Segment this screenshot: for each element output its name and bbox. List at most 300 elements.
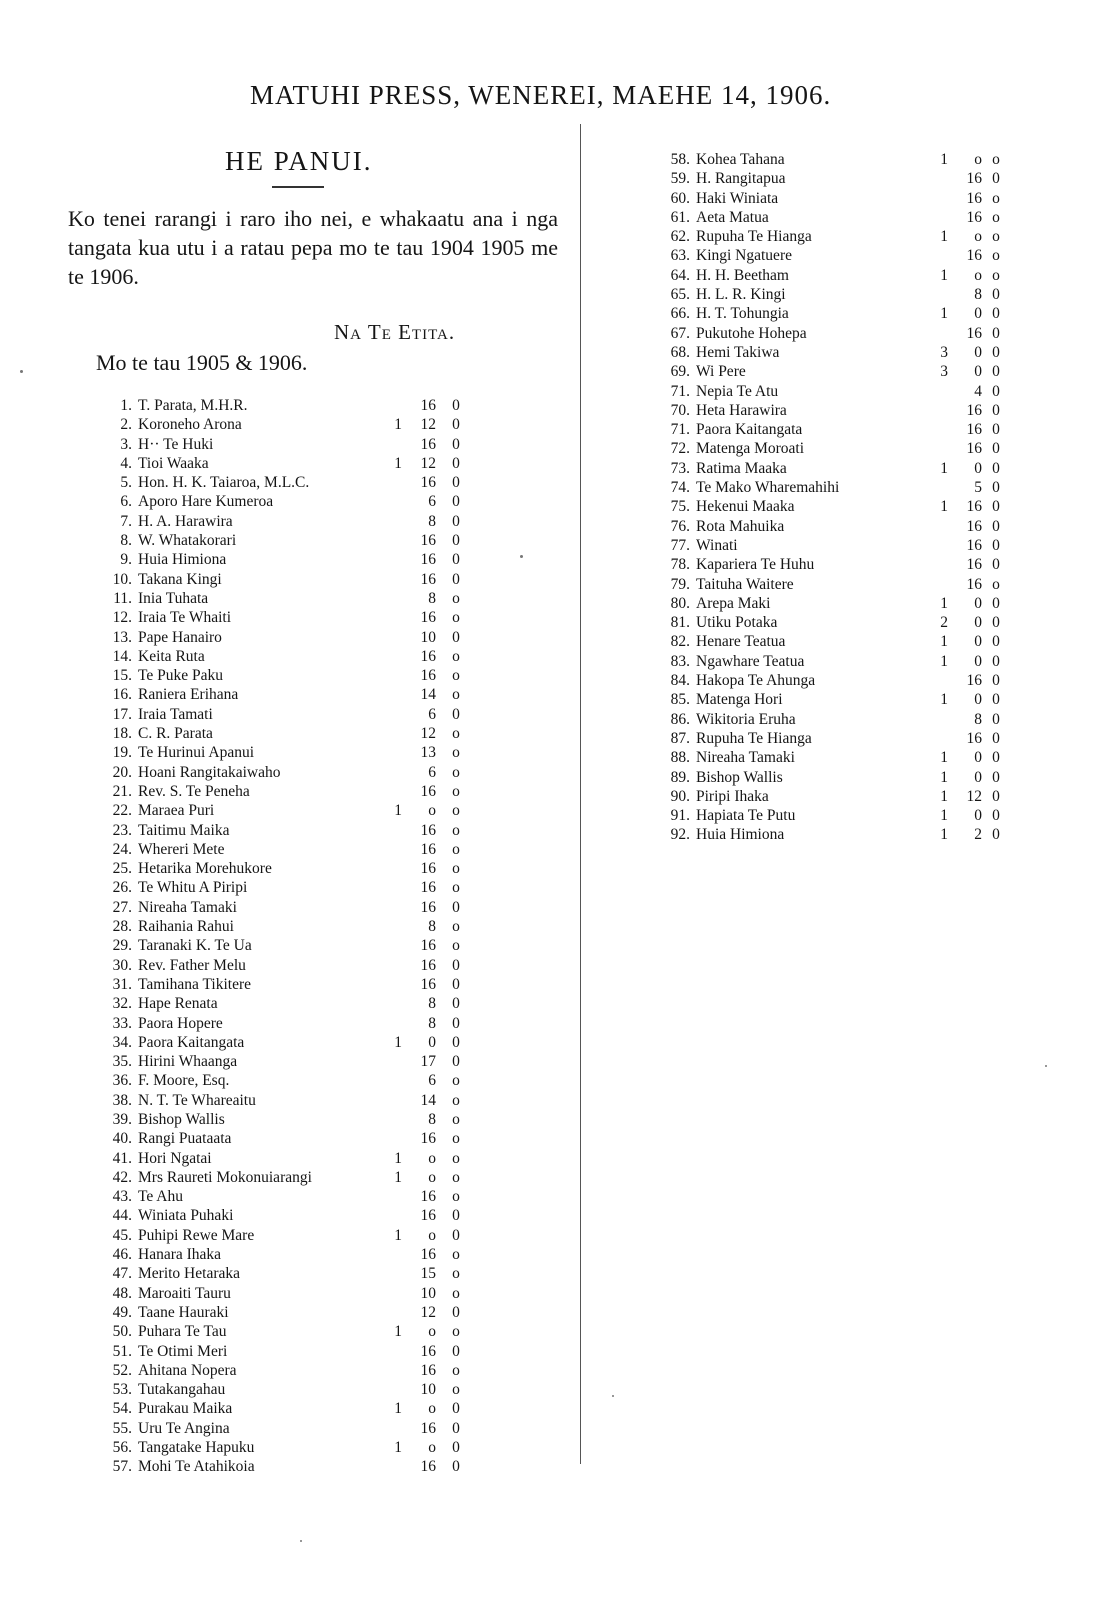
entry-number: 27. [112, 898, 132, 916]
amount-pence: 0 [452, 1400, 460, 1418]
entry-number: 79. [670, 575, 690, 593]
entry-number: 15. [112, 667, 132, 685]
entry-number: 42. [112, 1168, 132, 1186]
amount-pounds: 1 [394, 1226, 402, 1244]
amount-pounds: 1 [940, 768, 948, 786]
amount-pence: 0 [992, 633, 1000, 651]
entry-number: 9. [120, 551, 132, 569]
entry-number: 29. [112, 937, 132, 955]
amount-shillings: 16 [420, 1246, 436, 1264]
amount-shillings: 16 [420, 532, 436, 550]
amount-pounds: 1 [940, 151, 948, 168]
amount-pence: o [452, 725, 460, 743]
amount-shillings: 16 [966, 517, 982, 535]
subscriber-name: C. R. Parata [138, 725, 213, 743]
subscriber-name: T. Parata, M.H.R. [138, 397, 248, 414]
amount-shillings: 0 [974, 691, 982, 709]
amount-pence: 0 [452, 995, 460, 1013]
entry-number: 21. [112, 782, 132, 800]
subscriber-name: Whereri Mete [138, 840, 225, 858]
subscriber-name: Haki Winiata [696, 189, 779, 207]
entry-number: 4. [120, 454, 132, 472]
amount-pence: 0 [452, 975, 460, 993]
amount-shillings: 8 [428, 512, 436, 530]
entry-number: 78. [670, 556, 690, 574]
amount-pence: 0 [452, 435, 460, 453]
entry-number: 62. [670, 228, 690, 246]
amount-pence: 0 [452, 1207, 460, 1225]
entry-number: 57. [112, 1458, 132, 1476]
amount-pounds: 1 [940, 749, 948, 767]
entry-number: 64. [670, 266, 690, 284]
amount-shillings: 16 [966, 556, 982, 574]
amount-shillings: 0 [974, 363, 982, 381]
amount-shillings: 8 [428, 995, 436, 1013]
subscriber-name: Hape Renata [138, 995, 218, 1013]
amount-pence: 0 [452, 1458, 460, 1476]
subscriber-name: Te Hurinui Apanui [138, 744, 255, 762]
amount-shillings: 16 [420, 860, 436, 878]
entry-number: 10. [112, 570, 132, 588]
amount-pence: o [452, 918, 460, 936]
amount-pounds: 1 [394, 1168, 402, 1186]
amount-pounds: 3 [940, 363, 948, 381]
amount-shillings: 16 [420, 840, 436, 858]
amount-shillings: o [428, 1439, 436, 1457]
amount-pence: 0 [992, 286, 1000, 304]
amount-pence: 0 [452, 397, 460, 414]
entry-number: 12. [112, 609, 132, 627]
amount-shillings: 8 [428, 1110, 436, 1128]
entry-number: 46. [112, 1246, 132, 1264]
subscriber-name: Hakopa Te Ahunga [696, 672, 816, 690]
amount-shillings: o [428, 1226, 436, 1244]
amount-shillings: 0 [974, 305, 982, 323]
entry-number: 18. [112, 725, 132, 743]
entry-number: 65. [670, 286, 690, 304]
amount-pence: o [992, 266, 1000, 284]
subscriber-name: Pukutohe Hohepa [696, 324, 807, 342]
amount-pounds: 3 [940, 343, 948, 361]
subscriber-name: Raniera Erihana [138, 686, 239, 704]
subscriber-name: Rev. Father Melu [138, 956, 246, 974]
amount-shillings: 16 [420, 551, 436, 569]
amount-pence: 0 [452, 512, 460, 530]
amount-pence: 0 [992, 652, 1000, 670]
entry-number: 11. [113, 589, 132, 607]
subscriber-name: Te Ahu [138, 1188, 183, 1206]
entry-number: 45. [112, 1226, 132, 1244]
amount-shillings: 16 [966, 189, 982, 207]
amount-pence: o [452, 1168, 460, 1186]
subscriber-name: Wikitoria Eruha [696, 710, 796, 728]
subscriber-name: Merito Hetaraka [138, 1265, 240, 1283]
amount-shillings: 16 [420, 570, 436, 588]
entry-number: 77. [670, 536, 690, 554]
print-speck [20, 370, 23, 373]
entry-number: 71. [670, 421, 690, 439]
subscriber-name: N. T. Te Whareaitu [138, 1091, 256, 1109]
amount-pounds: 1 [394, 1400, 402, 1418]
notice-body: Ko tenei rarangi i raro iho nei, e whakaatu ana i nga tangata kua utu i a ratau pepa mo te tau 1904 1905 me te 1906. [68, 206, 558, 289]
subscriber-name: Te Whitu A Piripi [138, 879, 248, 897]
amount-pence: 0 [992, 382, 1000, 400]
entry-number: 56. [112, 1439, 132, 1457]
amount-pence: o [452, 840, 460, 858]
entry-number: 19. [112, 744, 132, 762]
entry-number: 60. [670, 189, 690, 207]
subscriber-name: W. Whatakorari [138, 532, 237, 550]
amount-pence: 0 [992, 749, 1000, 767]
amount-shillings: 6 [428, 1072, 436, 1090]
print-speck [612, 1395, 614, 1397]
amount-pence: 0 [992, 440, 1000, 458]
amount-pence: o [452, 1381, 460, 1399]
amount-pounds: 1 [940, 498, 948, 516]
entry-number: 34. [112, 1033, 132, 1051]
amount-shillings: 14 [420, 1091, 436, 1109]
subscriber-name: Maraea Puri [138, 802, 215, 820]
entry-number: 35. [112, 1053, 132, 1071]
amount-pence: o [992, 575, 1000, 593]
entry-number: 63. [670, 247, 690, 265]
amount-shillings: 16 [966, 536, 982, 554]
amount-shillings: 10 [420, 1284, 436, 1302]
amount-pence: 0 [992, 170, 1000, 188]
amount-pence: 0 [992, 536, 1000, 554]
subscriber-name: Rota Mahuika [696, 517, 785, 535]
amount-shillings: o [428, 1323, 436, 1341]
amount-shillings: 16 [420, 667, 436, 685]
subscriber-name: Hetarika Morehukore [138, 860, 272, 878]
amount-pence: 0 [992, 672, 1000, 690]
amount-shillings: 16 [420, 1188, 436, 1206]
amount-shillings: 8 [974, 710, 982, 728]
amount-shillings: 16 [966, 421, 982, 439]
amount-pounds: 1 [940, 266, 948, 284]
entry-number: 68. [670, 343, 690, 361]
amount-pence: o [992, 247, 1000, 265]
amount-pounds: 1 [940, 228, 948, 246]
amount-pence: 0 [992, 421, 1000, 439]
amount-pence: 0 [452, 1439, 460, 1457]
amount-shillings: 10 [420, 1381, 436, 1399]
amount-shillings: o [974, 266, 982, 284]
amount-pence: 0 [452, 570, 460, 588]
amount-pence: 0 [452, 474, 460, 492]
amount-pounds: 1 [940, 691, 948, 709]
subscriber-name: Mohi Te Atahikoia [138, 1458, 255, 1476]
entry-number: 83. [670, 652, 690, 670]
amount-pence: o [452, 589, 460, 607]
amount-pounds: 1 [940, 594, 948, 612]
entry-number: 24. [112, 840, 132, 858]
amount-shillings: 16 [420, 1342, 436, 1360]
amount-pence: o [452, 647, 460, 665]
entry-number: 49. [112, 1303, 132, 1321]
amount-pence: o [452, 1130, 460, 1148]
amount-pounds: 1 [940, 305, 948, 323]
amount-pence: o [992, 151, 1000, 168]
amount-shillings: 16 [420, 474, 436, 492]
subscriber-name: Uru Te Angina [138, 1419, 230, 1437]
entry-number: 82. [670, 633, 690, 651]
entry-number: 50. [112, 1323, 132, 1341]
amount-shillings: 16 [966, 440, 982, 458]
amount-shillings: 16 [420, 435, 436, 453]
entry-number: 86. [670, 710, 690, 728]
amount-pence: o [452, 1188, 460, 1206]
entry-number: 87. [670, 729, 690, 747]
amount-pence: 0 [992, 363, 1000, 381]
amount-pence: o [452, 860, 460, 878]
subscriber-name: Koroneho Arona [138, 416, 242, 434]
subscriber-name: Bishop Wallis [138, 1110, 225, 1128]
amount-pence: 0 [452, 1226, 460, 1244]
subscriber-name: Rupuha Te Hianga [696, 228, 812, 246]
amount-shillings: 6 [428, 763, 436, 781]
amount-shillings: 0 [974, 749, 982, 767]
amount-pence: o [452, 1265, 460, 1283]
amount-pence: o [452, 1149, 460, 1167]
amount-shillings: o [974, 228, 982, 246]
entry-number: 55. [112, 1419, 132, 1437]
subscriber-name: Nepia Te Atu [696, 382, 779, 400]
amount-shillings: 0 [974, 614, 982, 632]
amount-shillings: 0 [974, 343, 982, 361]
amount-pounds: 2 [940, 614, 948, 632]
amount-shillings: 8 [428, 1014, 436, 1032]
subscriber-name: Matenga Moroati [696, 440, 805, 458]
amount-pence: 0 [452, 493, 460, 511]
page-header: MATUHI PRESS, WENEREI, MAEHE 14, 1906. [250, 80, 832, 110]
amount-pence: 0 [992, 710, 1000, 728]
subscriber-name: H. T. Tohungia [696, 305, 789, 323]
subscriber-name: Hon. H. K. Taiaroa, M.L.C. [138, 474, 310, 492]
entry-number: 13. [112, 628, 132, 646]
amount-pence: 0 [452, 628, 460, 646]
amount-pence: 0 [992, 479, 1000, 497]
entry-number: 33. [112, 1014, 132, 1032]
amount-pence: o [452, 686, 460, 704]
entry-number: 43. [112, 1188, 132, 1206]
subscriber-name: Ngawhare Teatua [696, 652, 805, 670]
entry-number: 72. [670, 440, 690, 458]
amount-pence: o [452, 1246, 460, 1264]
amount-pounds: 1 [940, 633, 948, 651]
amount-pence: 0 [992, 807, 1000, 825]
entry-number: 75. [670, 498, 690, 516]
amount-pence: 0 [992, 459, 1000, 477]
entry-number: 31. [112, 975, 132, 993]
subscriber-name: H. H. Beetham [696, 266, 789, 284]
entry-number: 58. [670, 151, 690, 168]
amount-pence: 0 [452, 1053, 460, 1071]
amount-pence: o [452, 1091, 460, 1109]
amount-pence: 0 [452, 532, 460, 550]
amount-shillings: 10 [420, 628, 436, 646]
subscriber-name: Bishop Wallis [696, 768, 783, 786]
amount-pence: 0 [992, 498, 1000, 516]
editor-signature: Na Te Etita. [334, 320, 456, 344]
amount-shillings: 13 [420, 744, 436, 762]
amount-shillings: 12 [420, 454, 436, 472]
amount-shillings: 16 [420, 1419, 436, 1437]
amount-pence: 0 [452, 1033, 460, 1051]
subscriber-name: Taranaki K. Te Ua [138, 937, 252, 955]
amount-pence: o [452, 1323, 460, 1341]
entry-number: 44. [112, 1207, 132, 1225]
subscriber-name: Henare Teatua [696, 633, 786, 651]
subscriber-name: Hanara Ihaka [138, 1246, 222, 1264]
entry-number: 25. [112, 860, 132, 878]
subscriber-name: Inia Tuhata [138, 589, 209, 607]
amount-shillings: 8 [428, 918, 436, 936]
entry-number: 81. [670, 614, 690, 632]
amount-shillings: 2 [974, 826, 982, 844]
amount-pence: 0 [452, 454, 460, 472]
amount-pence: o [992, 208, 1000, 226]
subscriber-name: Wi Pere [696, 363, 746, 381]
amount-pence: 0 [452, 416, 460, 434]
amount-pence: o [452, 879, 460, 897]
entry-number: 8. [120, 532, 132, 550]
entry-number: 3. [120, 435, 132, 453]
subscriber-name: Taituha Waitere [696, 575, 794, 593]
amount-shillings: 16 [966, 729, 982, 747]
amount-shillings: 16 [966, 575, 982, 593]
amount-pence: 0 [992, 305, 1000, 323]
subscriber-name: Raihania Rahui [138, 918, 234, 936]
subscriber-name: Te Puke Paku [138, 667, 224, 685]
amount-shillings: 8 [428, 589, 436, 607]
subscriber-name: H. L. R. Kingi [696, 286, 786, 304]
subscriber-name: Purakau Maika [138, 1400, 233, 1418]
subscriber-name: Pape Hanairo [138, 628, 222, 646]
subscriber-name: Matenga Hori [696, 691, 783, 709]
subscriber-name: Mrs Raureti Mokonuiarangi [138, 1168, 312, 1186]
entry-number: 38. [112, 1091, 132, 1109]
amount-shillings: 16 [420, 1361, 436, 1379]
amount-shillings: 0 [428, 1033, 436, 1051]
amount-shillings: 4 [974, 382, 982, 400]
entry-number: 14. [112, 647, 132, 665]
subscriber-name: Rupuha Te Hianga [696, 729, 812, 747]
amount-shillings: 16 [966, 401, 982, 419]
amount-shillings: 12 [420, 725, 436, 743]
subscriber-name: Tioi Waaka [138, 454, 209, 472]
amount-shillings: 16 [420, 821, 436, 839]
subscriber-name: Rev. S. Te Peneha [138, 782, 250, 800]
amount-pounds: 1 [940, 787, 948, 805]
subscriber-name: Hekenui Maaka [696, 498, 795, 516]
amount-pounds: 1 [940, 826, 948, 844]
subscriber-name: Aeta Matua [696, 208, 769, 226]
subscriber-name: Maroaiti Tauru [138, 1284, 231, 1302]
amount-pence: 0 [992, 787, 1000, 805]
amount-shillings: 16 [420, 956, 436, 974]
subscriber-name: H. A. Harawira [138, 512, 233, 530]
subscriber-name: H. Rangitapua [696, 170, 786, 188]
subscriber-name: Tangatake Hapuku [138, 1439, 255, 1457]
amount-pence: 0 [992, 729, 1000, 747]
subscriber-name: F. Moore, Esq. [138, 1072, 230, 1090]
amount-pence: 0 [452, 551, 460, 569]
amount-shillings: 16 [420, 975, 436, 993]
amount-shillings: 12 [966, 787, 982, 805]
amount-shillings: 16 [420, 647, 436, 665]
amount-pounds: 1 [394, 454, 402, 472]
amount-pence: o [452, 1110, 460, 1128]
amount-shillings: 16 [420, 609, 436, 627]
amount-pence: 0 [992, 826, 1000, 844]
amount-pounds: 1 [394, 802, 402, 820]
entry-number: 30. [112, 956, 132, 974]
subscriber-name: Winati [696, 536, 738, 554]
amount-pence: o [452, 782, 460, 800]
entry-number: 54. [112, 1400, 132, 1418]
amount-pence: 0 [992, 343, 1000, 361]
amount-pence: 0 [992, 556, 1000, 574]
subscriber-name: Hoani Rangitakaiwaho [138, 763, 281, 781]
subscriber-name: Piripi Ihaka [696, 787, 769, 805]
subscriber-name: Paora Kaitangata [696, 421, 803, 439]
entry-number: 23. [112, 821, 132, 839]
entry-number: 6. [120, 493, 132, 511]
amount-pence: 0 [452, 898, 460, 916]
amount-pence: 0 [992, 401, 1000, 419]
subscriber-name: Winiata Puhaki [138, 1207, 234, 1225]
subscriber-name: Tutakangahau [138, 1381, 226, 1399]
print-speck [1045, 1065, 1047, 1067]
amount-shillings: 16 [966, 324, 982, 342]
subscriber-name: Hori Ngatai [138, 1149, 212, 1167]
amount-pence: o [452, 1361, 460, 1379]
amount-pence: o [452, 1072, 460, 1090]
amount-shillings: 5 [974, 479, 982, 497]
amount-pence: 0 [992, 614, 1000, 632]
entry-number: 40. [112, 1130, 132, 1148]
entry-number: 80. [670, 594, 690, 612]
amount-shillings: o [428, 1400, 436, 1418]
amount-shillings: 0 [974, 594, 982, 612]
amount-pence: o [452, 1284, 460, 1302]
amount-shillings: 16 [420, 1130, 436, 1148]
subscriber-name: Kingi Ngatuere [696, 247, 792, 265]
amount-pounds: 1 [394, 1033, 402, 1051]
amount-shillings: 16 [420, 1207, 436, 1225]
subscriber-name: Utiku Potaka [696, 614, 778, 632]
subscriber-name: Nireaha Tamaki [696, 749, 795, 767]
amount-shillings: 0 [974, 807, 982, 825]
subscriber-name: Iraia Tamati [138, 705, 213, 723]
entry-number: 7. [120, 512, 132, 530]
entry-number: 90. [670, 787, 690, 805]
amount-pounds: 1 [394, 1439, 402, 1457]
subscriber-name: Iraia Te Whaiti [138, 609, 232, 627]
amount-shillings: o [428, 802, 436, 820]
subscriber-name: Nireaha Tamaki [138, 898, 237, 916]
amount-shillings: 16 [966, 498, 982, 516]
amount-pence: 0 [452, 705, 460, 723]
amount-pence: 0 [452, 1342, 460, 1360]
amount-shillings: 0 [974, 652, 982, 670]
subscriber-name: Paora Kaitangata [138, 1033, 245, 1051]
amount-pounds: 1 [394, 1323, 402, 1341]
subscriber-name: Kapariera Te Huhu [696, 556, 815, 574]
amount-pence: o [452, 821, 460, 839]
amount-pence: 0 [452, 1303, 460, 1321]
